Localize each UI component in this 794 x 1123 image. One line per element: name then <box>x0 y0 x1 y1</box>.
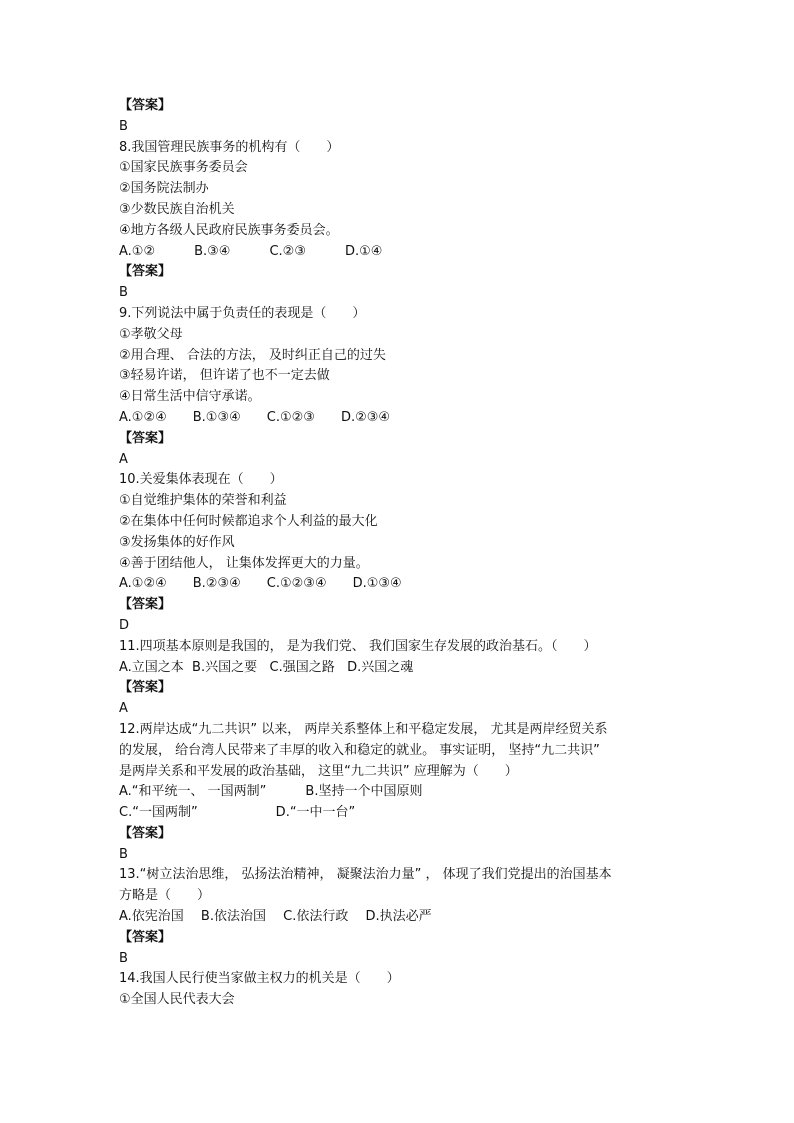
question-10-item-4: ④善于团结他人， 让集体发挥更大的力量。 <box>119 555 369 571</box>
question-12-options-cd: C.“一国两制” D.“一中一台” <box>119 805 356 821</box>
document-page <box>119 96 689 1011</box>
question-10-options: A.①②④ B.②③④ C.①②③④ D.①③④ <box>119 576 402 592</box>
question-13-options: A.依宪治国 B.依法治国 C.依法行政 D.执法必严 <box>119 909 432 925</box>
question-12-stem-line-1: 12.两岸达成“九二共识” 以来， 两岸关系整体上和平稳定发展， 尤其是两岸经贸关系 <box>119 721 608 737</box>
question-9-stem: 9.下列说法中属于负责任的表现是（ ） <box>119 305 366 321</box>
answer-heading: 【答案】 <box>119 825 172 841</box>
answer-value: B <box>119 118 128 134</box>
question-9-item-1: ①孝敬父母 <box>119 326 183 342</box>
question-8-item-3: ③少数民族自治机关 <box>119 201 235 217</box>
question-8-stem: 8.我国管理民族事务的机构有（ ） <box>119 139 340 155</box>
answer-value: B <box>119 950 128 966</box>
question-9-item-3: ③轻易许诺， 但许诺了也不一定去做 <box>119 368 330 384</box>
question-11-stem: 11.四项基本原则是我国的， 是为我们党、 我们国家生存发展的政治基石。（ ） <box>119 638 597 654</box>
question-10-item-2: ②在集体中任何时候都追求个人利益的最大化 <box>119 513 378 529</box>
question-12-stem-line-2: 的发展， 给台湾人民带来了丰厚的收入和稳定的就业。 事实证明， 坚持“九二共识” <box>119 742 600 758</box>
question-9-options: A.①②④ B.①③④ C.①②③ D.②③④ <box>119 409 391 425</box>
question-9-item-4: ④日常生活中信守承诺。 <box>119 389 261 405</box>
answer-heading: 【答案】 <box>119 264 172 280</box>
answer-value: A <box>119 451 128 467</box>
answer-heading: 【答案】 <box>119 430 172 446</box>
answer-heading: 【答案】 <box>119 597 172 613</box>
question-14-item-1: ①全国人民代表大会 <box>119 992 235 1008</box>
answer-value: D <box>119 617 130 633</box>
question-9-item-2: ②用合理、 合法的方法， 及时纠正自己的过失 <box>119 347 386 363</box>
question-8-options: A.①② B.③④ C.②③ D.①④ <box>119 243 383 259</box>
question-12-options-ab: A.“和平统一、 一国两制” B.坚持一个中国原则 <box>119 784 423 800</box>
question-14-stem: 14.我国人民行使当家做主权力的机关是（ ） <box>119 971 400 987</box>
question-10-item-3: ③发扬集体的好作风 <box>119 534 235 550</box>
answer-value: A <box>119 701 128 717</box>
question-10-item-1: ①自觉维护集体的荣誉和利益 <box>119 493 287 509</box>
answer-heading: 【答案】 <box>119 680 172 696</box>
question-10-stem: 10.关爱集体表现在（ ） <box>119 472 283 488</box>
question-8-item-2: ②国务院法制办 <box>119 181 209 197</box>
question-8-item-1: ①国家民族事务委员会 <box>119 160 248 176</box>
answer-value: B <box>119 846 128 862</box>
question-13-stem-line-2: 方略是（ ） <box>119 888 211 904</box>
answer-heading: 【答案】 <box>119 98 172 113</box>
answer-value: B <box>119 285 128 301</box>
question-11-options: A.立国之本 B.兴国之要 C.强国之路 D.兴国之魂 <box>119 659 414 675</box>
answer-heading: 【答案】 <box>119 929 172 945</box>
question-8-item-4: ④地方各级人民政府民族事务委员会。 <box>119 222 339 238</box>
question-12-stem-line-3: 是两岸关系和平发展的政治基础， 这里“九二共识” 应理解为（ ） <box>119 763 518 779</box>
question-13-stem-line-1: 13.“树立法治思维， 弘扬法治精神， 凝聚法治力量” ， 体现了我们党提出的治国基本 <box>119 867 612 883</box>
